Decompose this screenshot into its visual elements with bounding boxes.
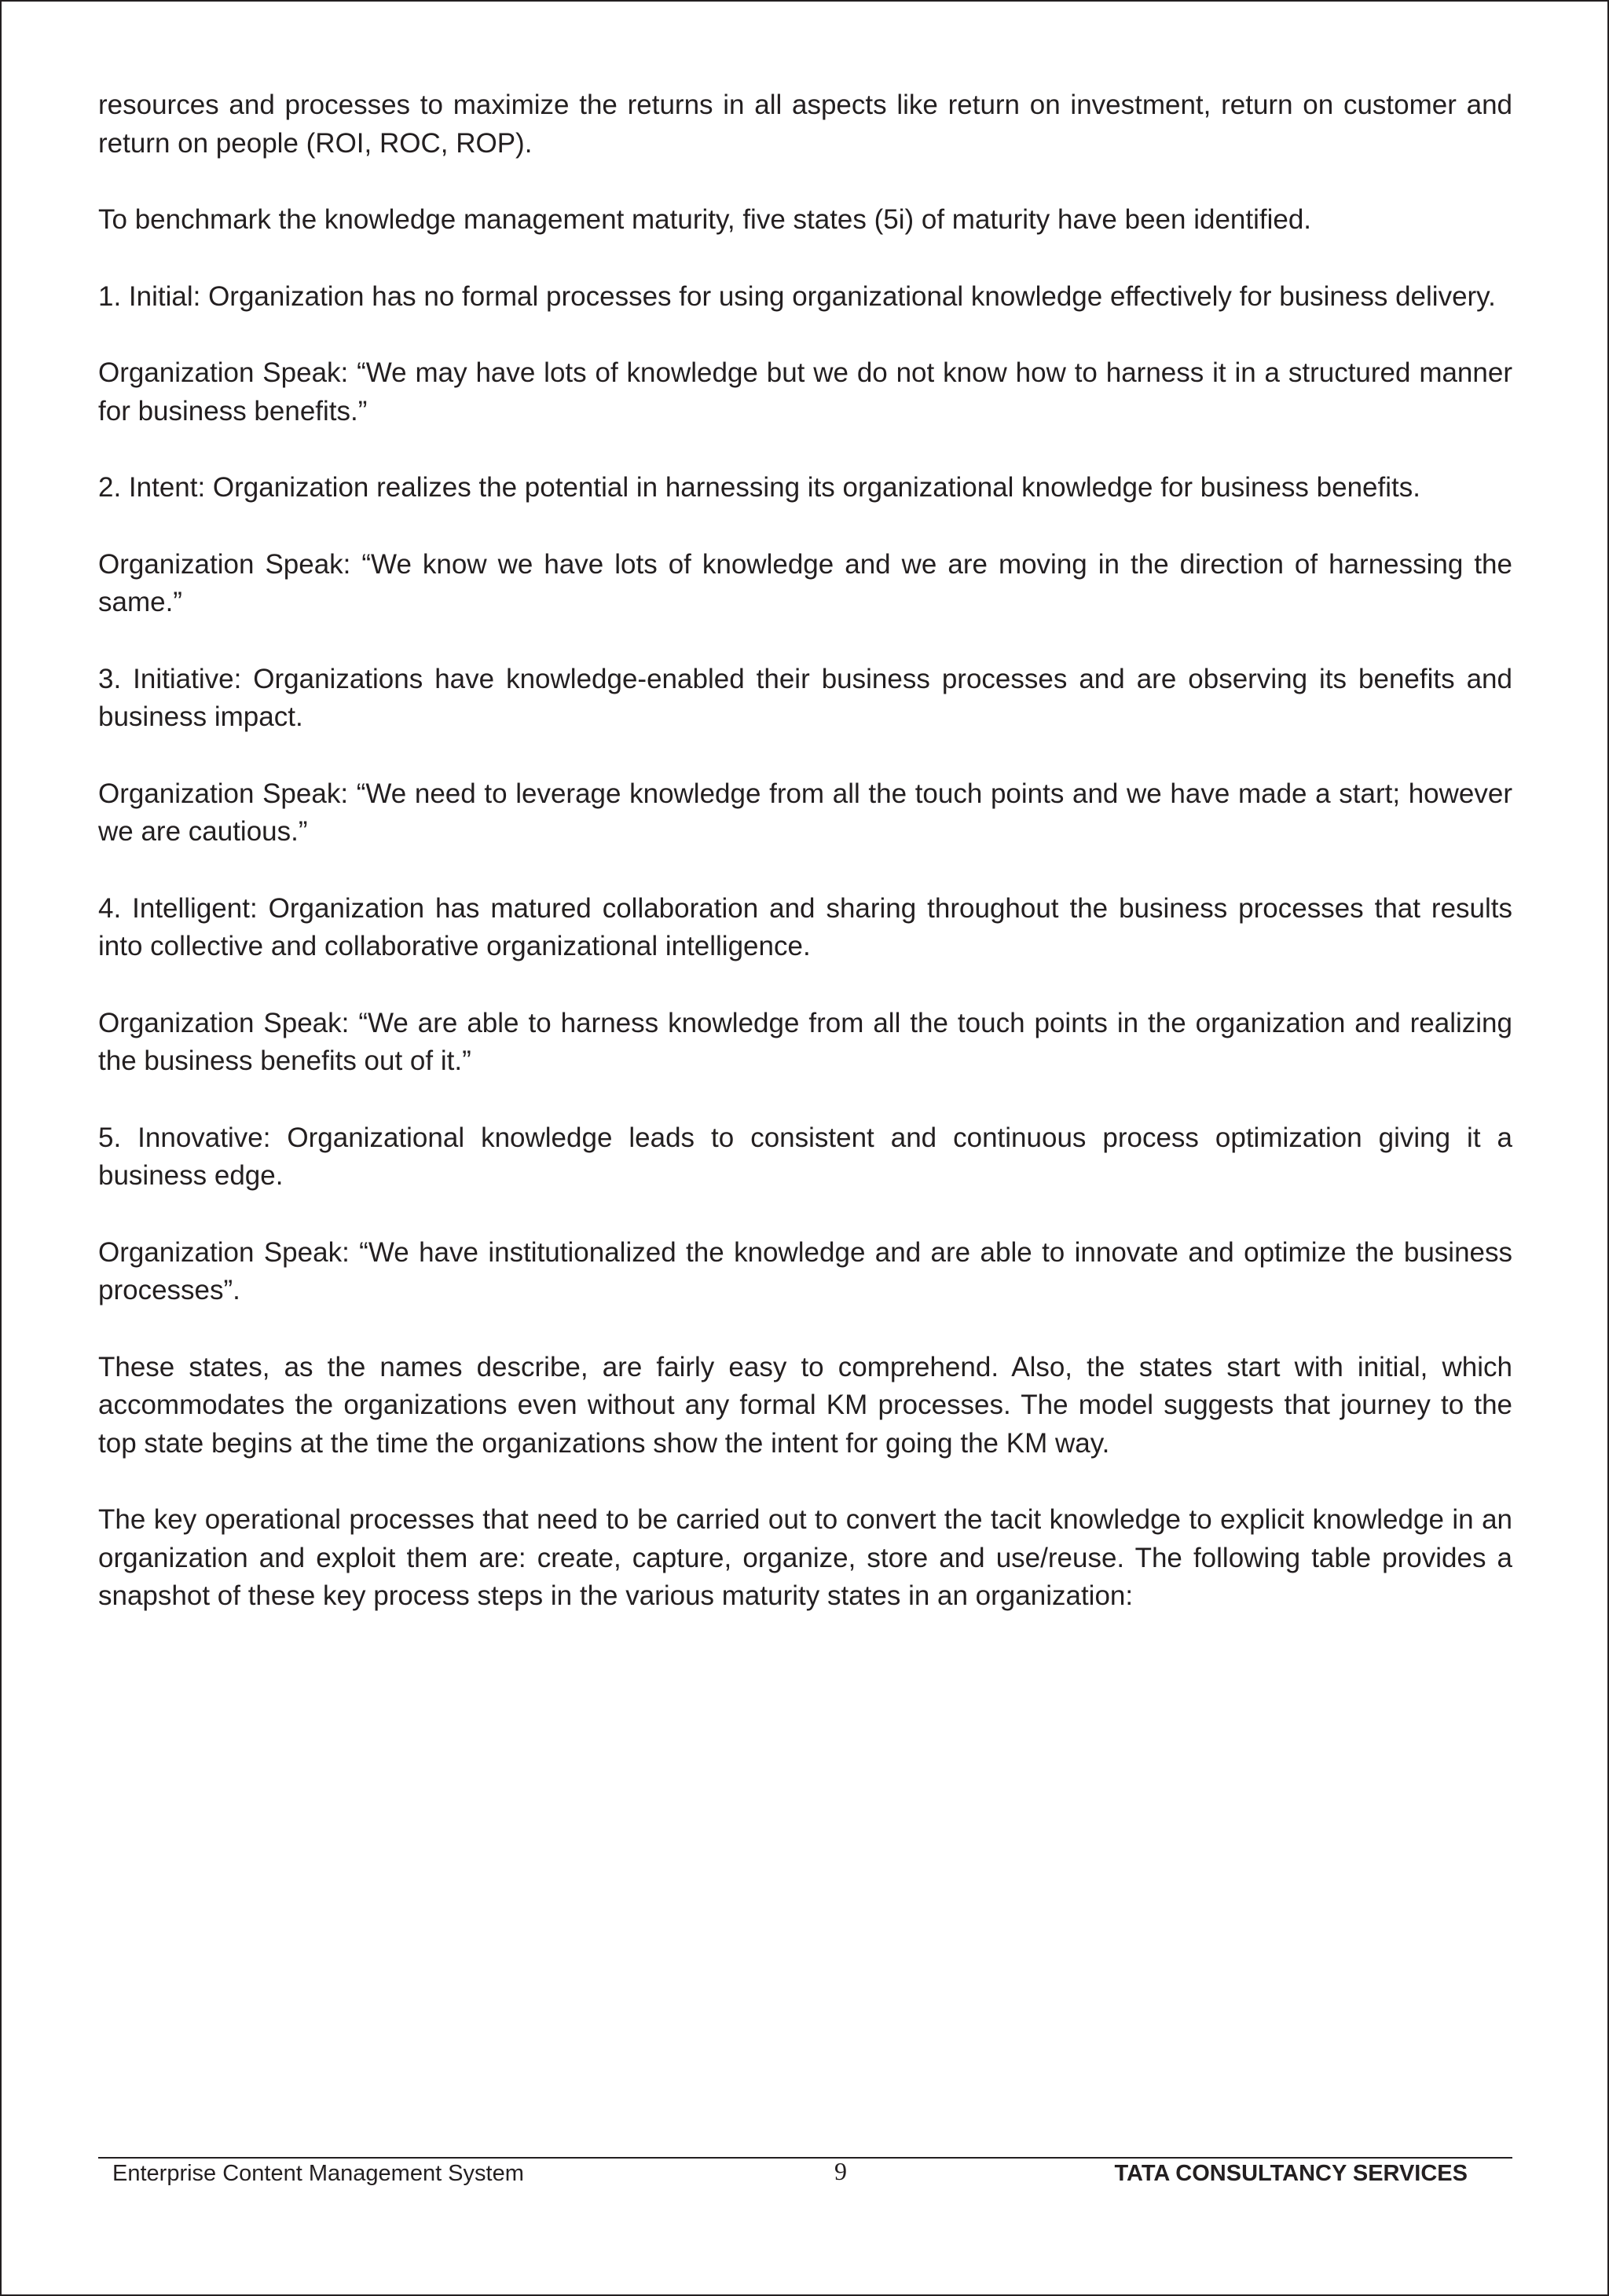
paragraph-state-innovative: 5. Innovative: Organizational knowledge leads to consistent and continuous process optimization giving it a business edge. (98, 1122, 1512, 1191)
paragraph-benchmark-intro: To benchmark the knowledge management maturity, five states (5i) of maturity have been identified. (98, 204, 1312, 235)
paragraph-roi-continuation: resources and processes to maximize the returns in all aspects like return on investment, return on customer and return on people (ROI, ROC, ROP). (98, 90, 1512, 159)
paragraph-states-summary: These states, as the names describe, are fairly easy to comprehend. Also, the states start with initial, which accommodates the organizations even without any formal KM processes. The model suggests that journey to the top state begins at the time the organizations show the intent for going the KM way. (98, 1351, 1512, 1459)
paragraph-speak-innovative: Organization Speak: “We have institutionalized the knowledge and are able to innovate and optimize the business processes”. (98, 1236, 1512, 1305)
footer-page-number: 9 (834, 2157, 847, 2185)
paragraph-state-initial: 1. Initial: Organization has no formal processes for using organizational knowledge effectively for business delivery. (98, 280, 1496, 312)
paragraph-state-intelligent: 4. Intelligent: Organization has matured collaboration and sharing throughout the business processes that results into collective and collaborative organizational intelligence. (98, 892, 1512, 961)
footer-document-title: Enterprise Content Management System (112, 2161, 524, 2186)
paragraph-speak-initial: Organization Speak: “We may have lots of knowledge but we do not know how to harness it in a structured manner for business benefits.” (98, 357, 1512, 427)
footer-divider (98, 2157, 1512, 2159)
paragraph-speak-intelligent: Organization Speak: “We are able to harness knowledge from all the touch points in the organization and realizing the business benefits out of it.” (98, 1007, 1512, 1076)
paragraph-state-initiative: 3. Initiative: Organizations have knowledge-enabled their business processes and are observing its benefits and business impact. (98, 663, 1512, 732)
document-body (98, 86, 1512, 1654)
footer-company-name: TATA CONSULTANCY SERVICES (1114, 2161, 1468, 2186)
paragraph-state-intent: 2. Intent: Organization realizes the potential in harnessing its organizational knowledge for business benefits. (98, 472, 1420, 503)
paragraph-key-processes: The key operational processes that need to be carried out to convert the tacit knowledge to explicit knowledge in an organization and exploit them are: create, capture, organize, store and use/reuse. The following table provides a snapshot of these key process steps in the various maturity states in an organization: (98, 1504, 1512, 1611)
paragraph-speak-intent: Organization Speak: “We know we have lots of knowledge and we are moving in the direction of harnessing the same.” (98, 548, 1512, 617)
paragraph-speak-initiative: Organization Speak: “We need to leverage knowledge from all the touch points and we have made a start; however we are cautious.” (98, 778, 1512, 847)
